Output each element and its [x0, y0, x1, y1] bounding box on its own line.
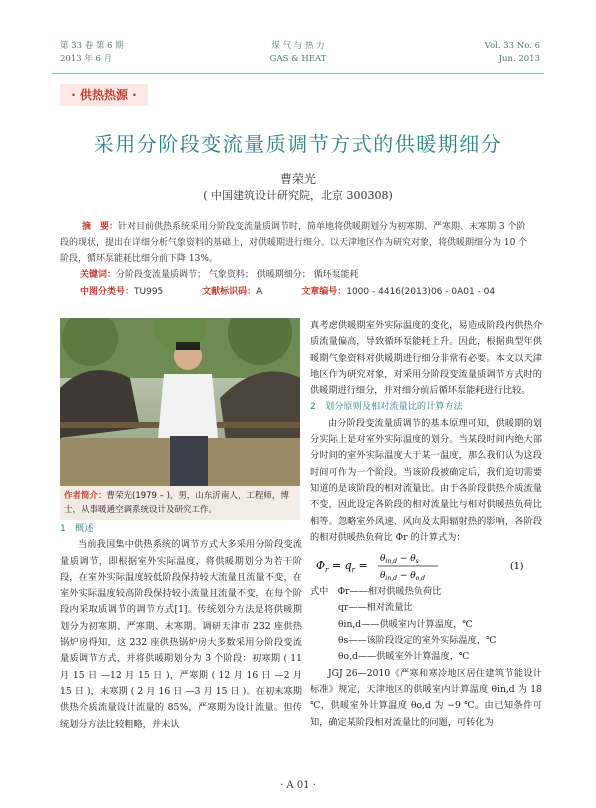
equation-number: (1) — [510, 561, 524, 573]
column-tag: · 供热热源 · — [60, 84, 148, 106]
doc-code-label: 文献标识码： — [202, 287, 257, 297]
classification-line — [80, 284, 536, 297]
svg-text:Φr = qr =: $\Phi_r = q_r$ = — [316, 559, 368, 575]
svg-text:θin,d − θo,d: $\theta_{in,d} - \theta_{o,d}$ — [380, 571, 426, 583]
bio-text: 曹荣光(1979 – )，男，山东沂南人，工程师，博士，从事暖通空调系统设计及研究工作。 — [64, 491, 289, 515]
author-affiliation: ( 中国建筑设计研究院，北京 300308) — [203, 189, 393, 202]
definition-row: θs——该阶段设定的室外实际温度，℃ — [338, 635, 497, 647]
journal-name-en: GAS & HEAT — [269, 54, 327, 64]
page-number: · A 01 · — [280, 780, 316, 791]
article-no-value: 1000 - 4416(2013)06 - 0A01 - 04 — [346, 287, 496, 297]
definition-row: θo,d——供暖室外计算温度，℃ — [338, 651, 470, 663]
paragraph-standard: JGJ 26—2010《严寒和寒冷地区居住建筑节能设计标准》规定，天津地区的供暖室内计算温度 θin,d 为 18 ℃，供暖室外计算温度 θo,d 为 −9 ℃。由已知条件可知，确定某阶段相对流量比的问题，可转化为 — [310, 667, 542, 728]
issue-date: 2013 年 6 月 — [60, 54, 113, 64]
equation-formula — [310, 548, 542, 582]
doc-code-value: A — [256, 287, 263, 297]
paragraph-continued: 真考虑供暖期室外实际温度的变化，易造成阶段内供热介质流量偏高，导致循环泵能耗上升。因此，根据典型年供暖期气象资料对供暖期进行细分非常有必要。本文以天津地区作为研究对象，对采用分阶段变流量质调节方式时的供暖期进行细分，并对细分前后循环泵能耗进行比较。 — [310, 320, 542, 397]
header-center — [52, 40, 544, 66]
issue-date-en: Jun. 2013 — [498, 54, 540, 64]
abstract-label: 摘 要： — [82, 222, 119, 232]
definition-row: θin,d——供暖室内计算温度，℃ — [338, 618, 473, 630]
definition-row: 式中 Φr——相对供暖热负荷比 — [310, 586, 442, 598]
article-no-label: 文章编号： — [301, 287, 347, 297]
symbol-definitions — [310, 584, 542, 665]
volume-issue-en: Vol. 33 No. 6 — [484, 41, 540, 51]
svg-text:θin,d − θs: $\theta_{in,d} - \theta_s$ — [380, 554, 419, 566]
clc-label: 中图分类号： — [80, 287, 135, 297]
article-title: 采用分阶段变流量质调节方式的供暖期细分 — [93, 132, 503, 156]
bio-label: 作者简介： — [64, 491, 107, 501]
keywords-label: 关键词： — [80, 270, 117, 280]
volume-issue: 第 33 卷 第 6 期 — [60, 41, 124, 51]
paragraph-intro: 当前我国集中供热系统的调节方式大多采用分阶段变流量质调节，即根据室外实际温度，将供暖期划分为若干阶段，在室外实际温度较低阶段保持较大流量且流量不变，在室外实际温度较高阶段保持较小流量且流量不变，在每个阶段内采取质调节的调节方式[1]。传统划分方法是将供暖期划分为初寒期、严寒期、末寒期。调研天津市 232 座供热锅炉房得知，这 232 座供热锅炉房大多数采用分阶段变流量质调节方式，并将供暖期划分为 3 个阶段：初寒期 ( 11 月 15 日 —12 月 15 日 )，严寒期 ( 12 月 16 日 —2 月 15 日 )，末寒期 ( 2 月 16 日 —3 月 15 日 )。在初末寒期供热介质流量设计流量的 85%，严寒期为设计流量。但传统划分方法比较粗略，并未认 — [60, 539, 302, 730]
author-name: 曹荣光 — [279, 172, 316, 186]
paragraph-method: 由分阶段变流量质调节的基本原理可知，供暖期的划分实际上是对室外实际温度的划分。当某段时间内绝大部分时间的室外实际温度大于某一温度，那么我们认为这段时间可作为一个阶段。当该阶段被确定后，我们迫切需要知道的是该阶段的相对流量比。由于各阶段供热介质流量不变，因此设定各阶段的相对流量比与相对供暖热负荷比相等。忽略室外风速、风向及太阳辐射热的影响，各阶段的相对供暖热负荷比 Φr 的计算式为： — [310, 417, 542, 543]
journal-name-cn: 煤 气 与 热 力 — [271, 41, 325, 51]
section-heading-1: 1 概述 — [60, 523, 94, 534]
keywords-text: 分阶段变流量质调节； 气象资料； 供暖期细分； 循环泵能耗 — [116, 270, 359, 280]
keywords — [80, 267, 536, 280]
left-column — [60, 521, 302, 733]
section-heading-2: 2 划分原则及相对流量比的计算方法 — [310, 401, 463, 413]
definition-row: qr——相对流量比 — [338, 602, 413, 614]
header-divider — [52, 73, 544, 74]
running-header — [52, 40, 544, 70]
author-photo — [60, 318, 300, 486]
header-right — [485, 40, 540, 66]
equation-1 — [310, 548, 542, 582]
author-bio — [60, 486, 300, 520]
right-column — [310, 318, 542, 731]
abstract — [60, 219, 530, 267]
abstract-text: 针对目前供热系统采用分阶段变流量质调节时，简单地将供暖期划分为初寒期、严寒期、末寒期 3 个阶段的现状，提出在详细分析气象资料的基础上，对供暖期进行细分。以天津地区作为研究对象，将供暖期细分为 10 个阶段，循环泵能耗比细分前下降 13%。 — [60, 222, 528, 264]
clc-value: TU995 — [134, 287, 164, 297]
